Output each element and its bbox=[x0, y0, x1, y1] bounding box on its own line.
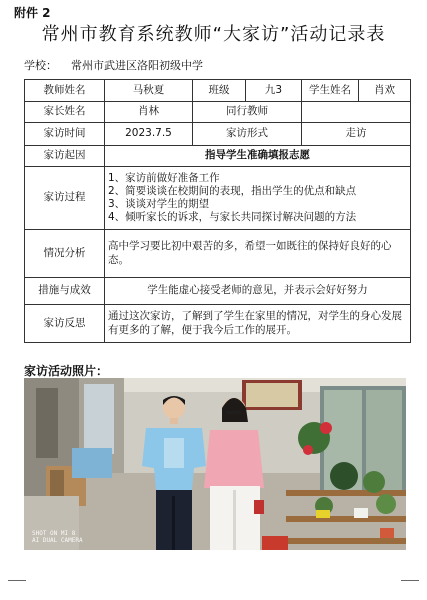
parent-name-label: 家长姓名 bbox=[25, 102, 105, 123]
list-item: 3、谈谈对学生的期望 bbox=[108, 198, 210, 210]
visit-time-value: 2023.7.5 bbox=[105, 123, 193, 146]
situation-analysis-label: 情况分析 bbox=[25, 230, 105, 278]
teacher-name-value: 马秋夏 bbox=[105, 80, 193, 102]
student-name-label: 学生姓名 bbox=[302, 80, 359, 102]
school-line bbox=[24, 57, 203, 73]
table-row bbox=[25, 167, 411, 230]
visit-form-label: 家访形式 bbox=[193, 123, 302, 146]
visit-process-list bbox=[105, 167, 411, 230]
table-row bbox=[25, 230, 411, 278]
reflection-label: 家访反思 bbox=[25, 305, 105, 343]
visit-form-value: 走访 bbox=[302, 123, 411, 146]
camera-watermark bbox=[32, 530, 83, 544]
table-row bbox=[25, 305, 411, 343]
teacher-name-label: 教师姓名 bbox=[25, 80, 105, 102]
situation-analysis-value: 高中学习要比初中艰苦的多，希望一如既往的保持好良好的心态。 bbox=[105, 230, 411, 278]
school-label: 学校： bbox=[24, 59, 57, 72]
watermark-line: AI DUAL CAMERA bbox=[32, 537, 83, 544]
visit-process-label: 家访过程 bbox=[25, 167, 105, 230]
measures-value: 学生能虚心接受老师的意见，并表示会好好努力 bbox=[105, 278, 411, 305]
watermark-line: SHOT ON MI 8 bbox=[32, 530, 76, 537]
student-name-value: 肖欢 bbox=[359, 80, 411, 102]
reflection-value: 通过这次家访，了解到了学生在家里的情况，对学生的身心发展有更多的了解，便于我今后工作的展开。 bbox=[105, 305, 411, 343]
footer-rule-left bbox=[8, 580, 26, 581]
photo-illustration bbox=[24, 378, 406, 550]
table-row bbox=[25, 123, 411, 146]
class-label: 班级 bbox=[193, 80, 246, 102]
record-table bbox=[24, 79, 411, 343]
home-visit-photo bbox=[24, 378, 406, 550]
measures-label: 措施与成效 bbox=[25, 278, 105, 305]
class-value: 九3 bbox=[246, 80, 302, 102]
visit-reason-value: 指导学生准确填报志愿 bbox=[105, 146, 411, 167]
attachment-number: 附件 2 bbox=[14, 6, 51, 20]
table-row bbox=[25, 102, 411, 123]
table-row bbox=[25, 146, 411, 167]
page-title: 常州市教育系统教师“大家访”活动记录表 bbox=[41, 24, 386, 45]
list-item: 2、简要谈谈在校期间的表现，指出学生的优点和缺点 bbox=[108, 184, 357, 197]
list-item: 1、家访前做好准备工作 bbox=[108, 171, 220, 184]
visit-reason-label: 家访起因 bbox=[25, 146, 105, 167]
list-item: 4、倾听家长的诉求，与家长共同探讨解决问题的方法 bbox=[108, 211, 357, 224]
parent-name-value: 肖林 bbox=[105, 102, 193, 123]
colleague-teacher-value bbox=[302, 102, 411, 123]
school-value: 常州市武进区洛阳初级中学 bbox=[71, 59, 203, 72]
footer-rule-right bbox=[401, 580, 419, 581]
visit-time-label: 家访时间 bbox=[25, 123, 105, 146]
photo-section-label: 家访活动照片： bbox=[24, 364, 109, 378]
table-row bbox=[25, 278, 411, 305]
colleague-teacher-label: 同行教师 bbox=[193, 102, 302, 123]
table-row bbox=[25, 80, 411, 102]
